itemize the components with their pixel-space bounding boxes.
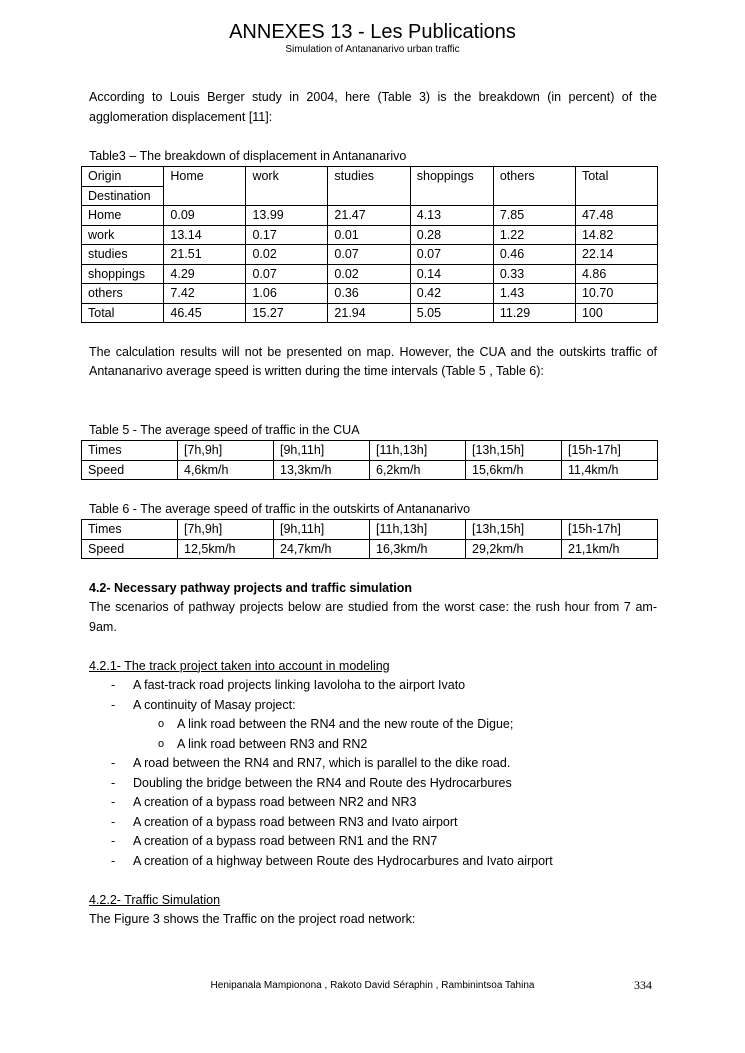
- table3-column-header: work: [246, 167, 328, 206]
- table6-speed-cell: 29,2km/h: [466, 539, 562, 559]
- table5-speed-label: Speed: [82, 460, 178, 480]
- page-subtitle: Simulation of Antananarivo urban traffic: [285, 44, 460, 55]
- table3-row: [82, 303, 658, 323]
- table3-corner-destination: Destination: [82, 186, 164, 206]
- project-list-item: [89, 813, 657, 833]
- table6: [81, 519, 658, 559]
- project-subitem: o A link road between the RN4 and the new route of the Digue;: [133, 715, 657, 735]
- table5-time-cell: [15h-17h]: [562, 441, 658, 461]
- project-item-text: A creation of a highway between Route des Hydrocarbures and Ivato airport: [133, 853, 553, 868]
- table3-cell: 0.02: [246, 245, 328, 265]
- table6-time-cell: [15h-17h]: [562, 520, 658, 540]
- table3-column-header: Total: [575, 167, 657, 206]
- table3-cell: 21.47: [328, 206, 410, 226]
- table3-column-header: studies: [328, 167, 410, 206]
- table6-time-cell: [9h,11h]: [274, 520, 370, 540]
- table3-row-label: Home: [82, 206, 164, 226]
- project-list: [89, 676, 657, 871]
- table3-cell: 7.85: [493, 206, 575, 226]
- table3-cell: 4.13: [410, 206, 493, 226]
- page-number: 334: [634, 978, 652, 992]
- project-item-text: A road between the RN4 and RN7, which is parallel to the dike road.: [133, 756, 511, 770]
- table3-row-label: work: [82, 225, 164, 245]
- table3-cell: 0.33: [493, 264, 575, 284]
- project-item-text: A creation of a bypass road between NR2 and NR3: [133, 795, 417, 809]
- table3-cell: 0.28: [410, 225, 493, 245]
- table3-cell: 13.99: [246, 206, 328, 226]
- table5-time-cell: [11h,13h]: [370, 441, 466, 461]
- project-sublist: [133, 715, 657, 754]
- project-item-text: A creation of a bypass road between RN3 and Ivato airport: [133, 814, 458, 829]
- table3-row-label: others: [82, 284, 164, 304]
- table3-cell: 0.09: [164, 206, 246, 226]
- project-item-text: Doubling the bridge between the RN4 and Route des Hydrocarbures: [133, 775, 512, 790]
- table3-cell: 0.17: [246, 225, 328, 245]
- table6-speed-cell: 12,5km/h: [178, 539, 274, 559]
- table3-column-header: Home: [164, 167, 246, 206]
- section-4-2-2-heading: 4.2.2- Traffic Simulation: [89, 892, 221, 907]
- page-title: ANNEXES 13 - Les Publications: [229, 21, 516, 43]
- project-list-item: [89, 774, 657, 794]
- table3-cell: 0.07: [410, 245, 493, 265]
- table5-speed-cell: 4,6km/h: [178, 460, 274, 480]
- section-4-2-1-heading: 4.2.1- The track project taken into account in modeling: [89, 658, 390, 673]
- table3-column-header: shoppings: [410, 167, 493, 206]
- table6-speed-label: Speed: [82, 539, 178, 559]
- table3-caption: Table3 – The breakdown of displacement in Antananarivo: [89, 148, 407, 163]
- table3-row: [82, 225, 658, 245]
- table3-row: [82, 206, 658, 226]
- project-list-item: [89, 793, 657, 813]
- table6-time-cell: [13h,15h]: [466, 520, 562, 540]
- calc-paragraph: The calculation results will not be presented on map. However, the CUA and the outskirts traffic of Antananarivo average speed is written during the time intervals (Table 5 , Table 6):: [89, 344, 657, 378]
- table6-speed-row: [82, 539, 658, 559]
- table3-cell: 0.14: [410, 264, 493, 284]
- table3-cell: 10.70: [575, 284, 657, 304]
- table5-speed-row: [82, 460, 658, 480]
- table3-cell: 15.27: [246, 303, 328, 323]
- table3-cell: 7.42: [164, 284, 246, 304]
- project-item-text: A fast-track road projects linking Iavoloha to the airport Ivato: [133, 678, 466, 692]
- table3-cell: 11.29: [493, 303, 575, 323]
- table6-caption: Table 6 - The average speed of traffic in the outskirts of Antananarivo: [89, 501, 471, 516]
- table5-speed-cell: 13,3km/h: [274, 460, 370, 480]
- table3-cell: 4.86: [575, 264, 657, 284]
- table3-cell: 47.48: [575, 206, 657, 226]
- table3-cell: 21.94: [328, 303, 410, 323]
- footer-authors: Henipanala Mampionona , Rakoto David Séraphin , Rambinintsoa Tahina: [210, 980, 535, 991]
- project-item-text: A creation of a bypass road between RN1 and the RN7: [133, 834, 438, 848]
- table5-times-row: [82, 441, 658, 461]
- table3-header-row: [82, 167, 658, 187]
- table3-row-label: Total: [82, 303, 164, 323]
- table3-cell: 14.82: [575, 225, 657, 245]
- table3-row: [82, 245, 658, 265]
- table6-speed-cell: 24,7km/h: [274, 539, 370, 559]
- table6-time-cell: [7h,9h]: [178, 520, 274, 540]
- table5-times-label: Times: [82, 441, 178, 461]
- project-list-item: [89, 832, 657, 852]
- table5-time-cell: [13h,15h]: [466, 441, 562, 461]
- table3-cell: 1.22: [493, 225, 575, 245]
- project-item-text: A continuity of Masay project:: [133, 697, 296, 712]
- table3: [81, 166, 658, 323]
- table3-row: [82, 284, 658, 304]
- project-subitem: o A link road between RN3 and RN2: [133, 735, 657, 755]
- table3-cell: 13.14: [164, 225, 246, 245]
- table3-cell: 0.36: [328, 284, 410, 304]
- table5-time-cell: [9h,11h]: [274, 441, 370, 461]
- table5-caption: Table 5 - The average speed of traffic in the CUA: [89, 422, 360, 437]
- table3-cell: 0.07: [246, 264, 328, 284]
- table6-times-label: Times: [82, 520, 178, 540]
- table3-cell: 1.06: [246, 284, 328, 304]
- table3-cell: 46.45: [164, 303, 246, 323]
- table3-cell: 0.07: [328, 245, 410, 265]
- project-list-item: [89, 696, 657, 755]
- project-list-item: [89, 676, 657, 696]
- table6-time-cell: [11h,13h]: [370, 520, 466, 540]
- table3-row: [82, 264, 658, 284]
- table3-cell: 5.05: [410, 303, 493, 323]
- table3-cell: 100: [575, 303, 657, 323]
- table5-speed-cell: 6,2km/h: [370, 460, 466, 480]
- table3-cell: 21.51: [164, 245, 246, 265]
- table6-speed-cell: 21,1km/h: [562, 539, 658, 559]
- table3-corner-origin: Origin: [82, 167, 164, 187]
- table3-cell: 1.43: [493, 284, 575, 304]
- table5-speed-cell: 15,6km/h: [466, 460, 562, 480]
- table3-cell: 4.29: [164, 264, 246, 284]
- project-list-item: [89, 852, 657, 872]
- table3-column-header: others: [493, 167, 575, 206]
- document-body: [89, 88, 657, 930]
- table6-speed-cell: 16,3km/h: [370, 539, 466, 559]
- table3-cell: 0.02: [328, 264, 410, 284]
- table3-row-label: studies: [82, 245, 164, 265]
- table5: [81, 440, 658, 480]
- table3-cell: 0.42: [410, 284, 493, 304]
- section-4-2-heading: 4.2- Necessary pathway projects and traffic simulation: [89, 580, 413, 595]
- project-list-item: [89, 754, 657, 774]
- table3-row-label: shoppings: [82, 264, 164, 284]
- intro-paragraph: According to Louis Berger study in 2004, here (Table 3) is the breakdown (in percent) of the agglomeration displacement [11]:: [89, 90, 657, 124]
- table5-time-cell: [7h,9h]: [178, 441, 274, 461]
- table3-cell: 0.46: [493, 245, 575, 265]
- section-4-2-text: The scenarios of pathway projects below are studied from the worst case: the rush hour from 7 am-9am.: [89, 600, 657, 634]
- table3-cell: 22.14: [575, 245, 657, 265]
- section-4-2-2-text: The Figure 3 shows the Traffic on the project road network:: [89, 912, 416, 926]
- table5-speed-cell: 11,4km/h: [562, 460, 658, 480]
- table3-cell: 0.01: [328, 225, 410, 245]
- table6-times-row: [82, 520, 658, 540]
